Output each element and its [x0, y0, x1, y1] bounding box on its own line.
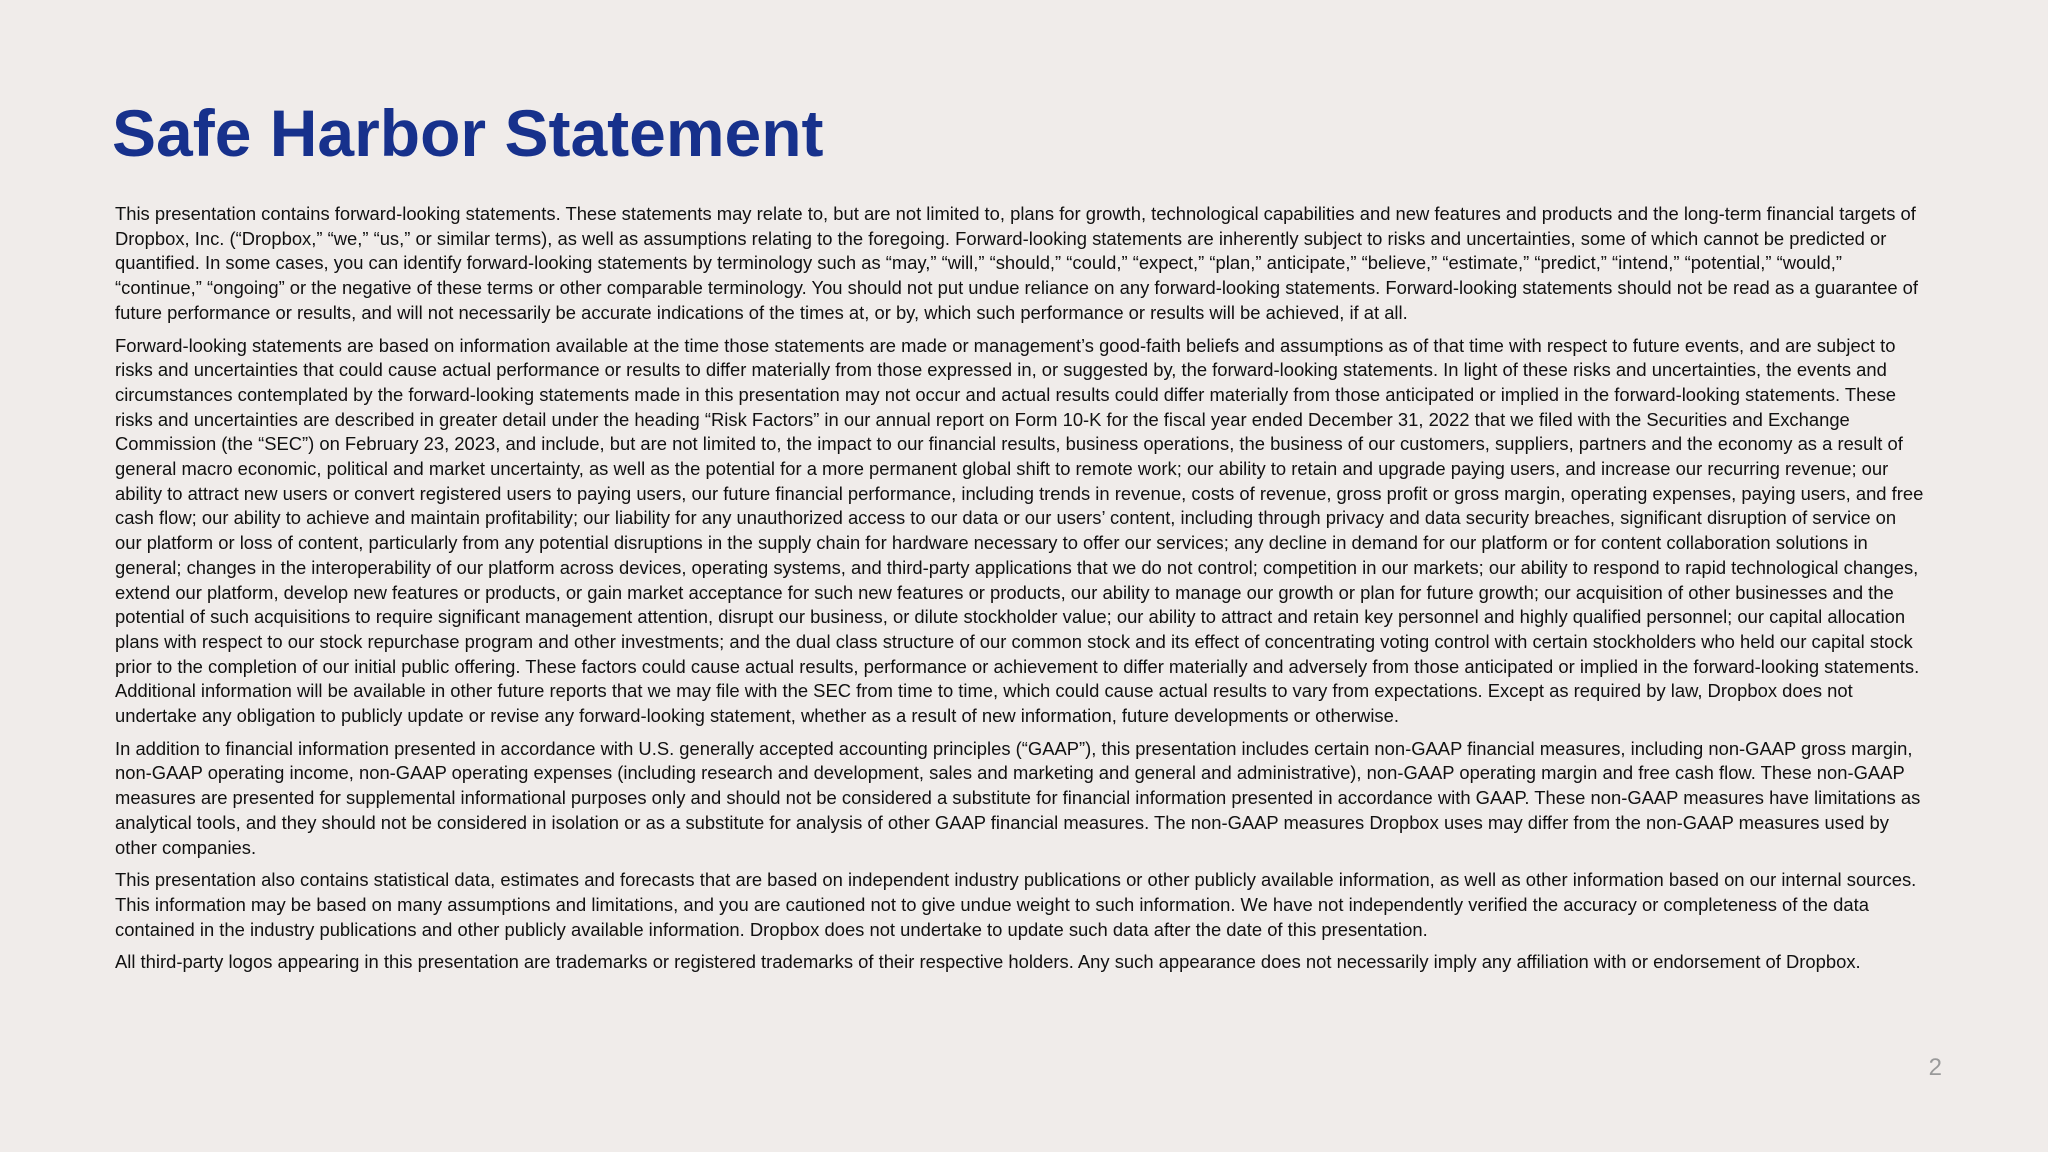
paragraph-forward-looking: This presentation contains forward-looking statements. These statements may relate to, but are not limited to, plans for growth, technological capabilities and new features and products and the long-term financial targets of Dropbox, Inc. (“Dropbox,” “we,” “us,” or similar terms), as well as assumptions relating to the foregoing. Forward-looking statements are inherently subject to risks and uncertainties, some of which cannot be predicted or quantified. In some cases, you can identify forward-looking statements by terminology such as “may,” “will,” “should,” “could,” “expect,” “plan,” anticipate,” “believe,” “estimate,” “predict,” “intend,” “potential,” “would,” “continue,” “ongoing” or the negative of these terms or other comparable terminology. You should not put undue reliance on any forward-looking statements. Forward-looking statements should not be read as a guarantee of future performance or results, and will not necessarily be accurate indications of the times at, or by, which such performance or results will be achieved, if at all. [115, 203, 1919, 323]
paragraph-statistical-data: This presentation also contains statistical data, estimates and forecasts that are based on independent industry publications or other publicly available information, as well as other information based on our internal sources. This information may be based on many assumptions and limitations, and you are cautioned not to give undue weight to such information. We have not independently verified the accuracy or completeness of the data contained in the industry publications and other publicly available information. Dropbox does not undertake to update such data after the date of this presentation. [115, 869, 1917, 940]
slide-title: Safe Harbor Statement [112, 96, 824, 170]
page-number: 2 [1928, 1054, 1942, 1081]
paragraph-non-gaap: In addition to financial information presented in accordance with U.S. generally accepted accounting principles (“GAAP”), this presentation includes certain non-GAAP financial measures, including non-GAAP gross margin, non-GAAP operating income, non-GAAP operating expenses (including research and development, sales and marketing and general and administrative), non-GAAP operating margin and free cash flow. These non-GAAP measures are presented for supplemental informational purposes only and should not be considered a substitute for financial information presented in accordance with GAAP. These non-GAAP measures have limitations as analytical tools, and they should not be considered in isolation or as a substitute for analysis of other GAAP financial measures. The non-GAAP measures Dropbox uses may differ from the non-GAAP measures used by other companies. [115, 737, 1921, 858]
paragraph-trademarks: All third-party logos appearing in this presentation are trademarks or registered trademarks of their respective holders. Any such appearance does not necessarily imply any affiliation with or endorsement of Dropbox. [115, 951, 1861, 973]
safe-harbor-body [115, 202, 1925, 983]
paragraph-risk-factors: Forward-looking statements are based on information available at the time those statements are made or management’s good-faith beliefs and assumptions as of that time with respect to future events, and are subject to risks and uncertainties that could cause actual performance or results to differ materially from those expressed in, or suggested by, the forward-looking statements. In light of these risks and uncertainties, the events and circumstances contemplated by the forward-looking statements made in this presentation may not occur and actual results could differ materially from those anticipated or implied in the forward-looking statements. These risks and uncertainties are described in greater detail under the heading “Risk Factors” in our annual report on Form 10-K for the fiscal year ended December 31, 2022 that we filed with the Securities and Exchange Commission (the “SEC”) on February 23, 2023, and include, but are not limited to, the impact to our financial results, business operations, the business of our customers, suppliers, partners and the economy as a result of general macro economic, political and market uncertainty, as well as the potential for a more permanent global shift to remote work; our ability to retain and upgrade paying users, and increase our recurring revenue; our ability to attract new users or convert registered users to paying users, our future financial performance, including trends in revenue, costs of revenue, gross profit or gross margin, operating expenses, paying users, and free cash flow; our ability to achieve and maintain profitability; our liability for any unauthorized access to our data or our users’ content, including through privacy and data security breaches, significant disruption of service on our platform or loss of content, particularly from any potential disruptions in the supply chain for hardware necessary to offer our services; any decline in demand for our platform or for content collaboration solutions in general; changes in the interoperability of our platform across devices, operating systems, and third-party applications that we do not control; competition in our markets; our ability to respond to rapid technological changes, extend our platform, develop new features or products, or gain market acceptance for such new features or products, our ability to manage our growth or plan for future growth; our acquisition of other businesses and the potential of such acquisitions to require significant management attention, disrupt our business, or dilute stockholder value; our ability to attract and retain key personnel and highly qualified personnel; our capital allocation plans with respect to our stock repurchase program and other investments; and the dual class structure of our common stock and its effect of concentrating voting control with certain stockholders who held our capital stock prior to the completion of our initial public offering. These factors could cause actual results, performance or achievement to differ materially and adversely from those anticipated or implied in the forward-looking statements. Additional information will be available in other future reports that we may file with the SEC from time to time, which could cause actual results to vary from expectations. Except as required by law, Dropbox does not undertake any obligation to publicly update or revise any forward-looking statement, whether as a result of new information, future developments or otherwise. [115, 334, 1924, 727]
